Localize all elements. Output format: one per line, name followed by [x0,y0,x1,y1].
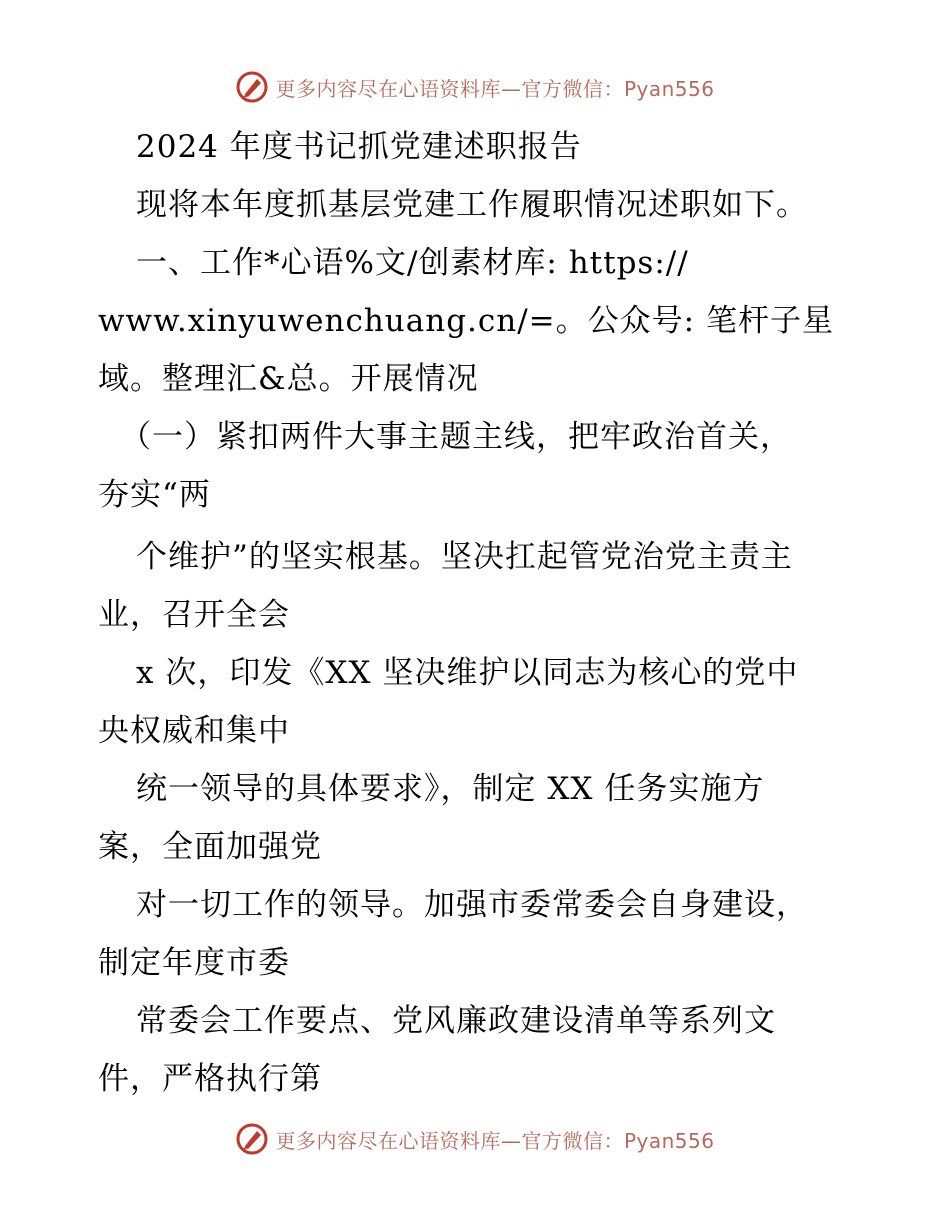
paragraph-line: 央权威和集中 [98,713,290,749]
paragraph-line: 夯实“两 [98,477,211,513]
paragraph-line: 制定年度市委 [98,945,290,981]
header-banner [0,70,950,104]
paragraph-line: 业，召开全会 [98,597,290,633]
paragraph-line: 对一切工作的领导。加强市委常委会自身建设， [136,887,808,923]
paragraph-line: 统一领导的具体要求》，制定 XX 任务实施方 [136,771,765,807]
footer-banner [0,1122,950,1156]
paragraph-line: 域。整理汇&总。开展情况 [98,361,479,397]
paragraph-line: 个维护”的坚实根基。坚决扛起管党治党主责主 [136,539,793,575]
paragraph-line: www.xinyuwenchuang.cn/=。公众号: 笔杆子星 [98,303,834,339]
paragraph-line: x 次，印发《XX 坚决维护以同志为核心的党中 [136,655,799,691]
subsection-heading-line: （一）紧扣两件大事主题主线，把牢政治首关， [120,419,792,455]
pen-nib-circle-icon [235,1122,269,1156]
header-banner-text: 更多内容尽在心语资料库—官方微信：Pyan556 [275,76,715,101]
section-heading-line: 一、工作*心语%文/创素材库: https:// [136,245,689,281]
paragraph-line: 常委会工作要点、党风廉政建设清单等系列文 [136,1003,776,1039]
paragraph-line: 现将本年度抓基层党建工作履职情况述职如下。 [136,187,808,223]
pen-nib-circle-icon [235,70,269,104]
paragraph-line: 案，全面加强党 [98,829,322,865]
paragraph-line: 件，严格执行第 [98,1061,322,1097]
footer-banner-text: 更多内容尽在心语资料库—官方微信：Pyan556 [275,1128,715,1153]
document-title: 2024 年度书记抓党建述职报告 [136,129,582,165]
